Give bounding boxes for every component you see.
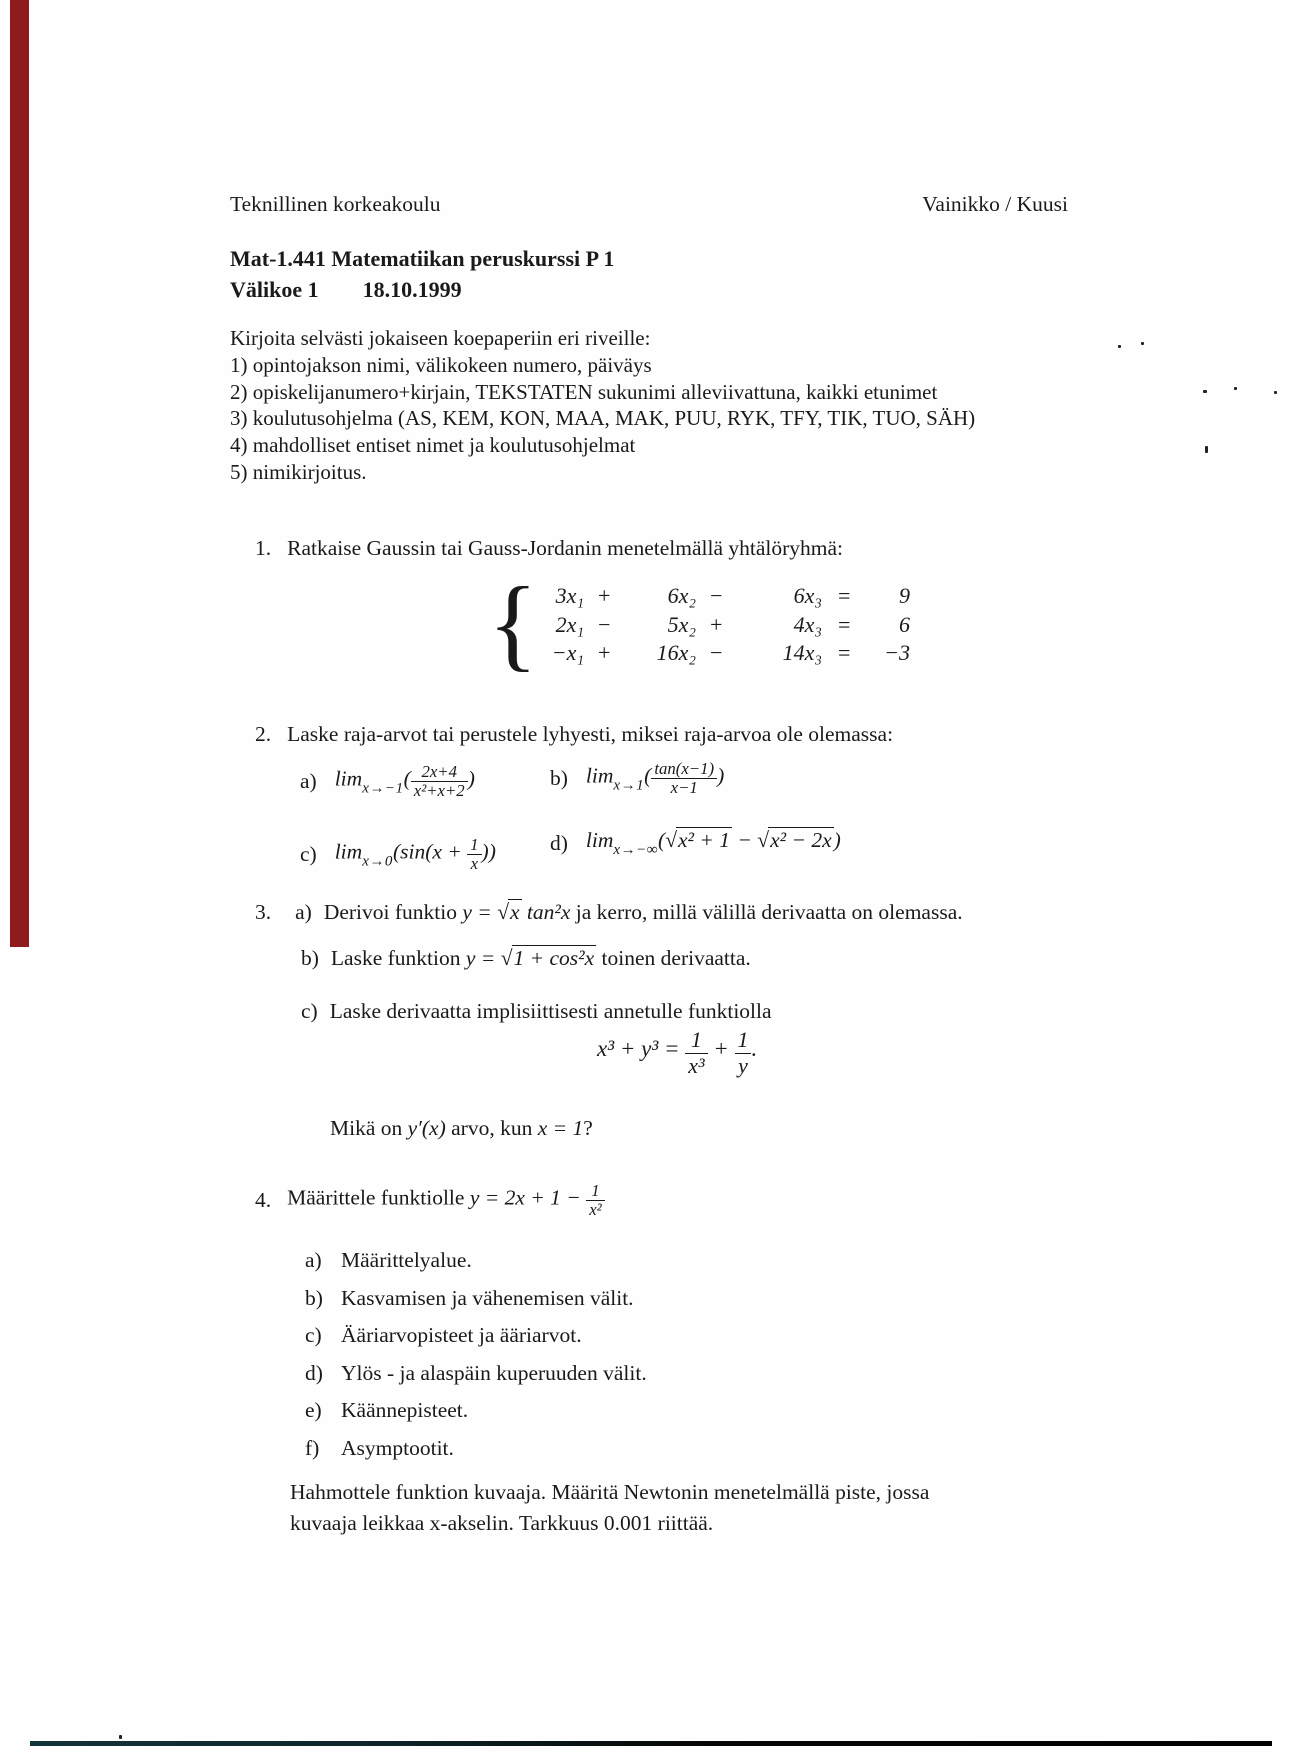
list-item: a) Määrittelyalue. [305, 1248, 472, 1272]
scan-speckle [1274, 391, 1277, 394]
limit-expression: $\lim_{x\to-\infty}(√x^2 + 1 - √x^2 - 2x)$ [585, 828, 841, 858]
problem-4-item-list [305, 1247, 647, 1472]
limit-2a [300, 763, 475, 800]
eq-term: −x₁ [551, 640, 584, 665]
instruction-item: 2) opiskelijanumero+kirjain, TEKSTATEN sukunimi alleviivattuna, kaikki etunimet [230, 379, 938, 404]
examiners-names: Vainikko / Kuusi [922, 192, 1068, 216]
scan-speckle [1203, 390, 1207, 393]
eq-term: 5x₂ [667, 611, 696, 637]
eq-op: − [708, 583, 724, 608]
problem-2-text: Laske raja-arvot tai perustele lyhyesti, miksei raja-arvoa ole olemassa: [287, 722, 894, 746]
title-block [230, 243, 614, 305]
eq-op: − [708, 640, 724, 665]
problem-3b-text: Laske funktion y = √1 + cos²x toinen derivaatta. [330, 946, 751, 970]
scan-speckle [1205, 446, 1208, 453]
instruction-item: 3) koulutusohjelma (AS, KEM, KON, MAA, MAK, PUU, RYK, TFY, TIK, TUO, SÄH) [230, 406, 976, 431]
problem-3a-text: Derivoi funktio y = √x tan²x ja kerro, millä välillä derivaatta on olemassa. [323, 900, 963, 924]
problem-2-heading [255, 722, 893, 747]
list-item: f) Asymptootit. [305, 1435, 454, 1460]
limit-expression: $\lim_{x\to 0}(\sin(x$ + $\frac{1}{x}$ )) [334, 835, 496, 874]
eq-op: + [596, 640, 612, 665]
problem-3a [255, 900, 963, 925]
problem-1-number: 1. [255, 536, 272, 560]
eq-op: + [708, 611, 724, 637]
instruction-item: 5) nimikirjoitus. [230, 459, 367, 484]
item-label: d) [550, 830, 568, 855]
problem-3b [301, 946, 751, 971]
scan-speckle [1234, 387, 1237, 390]
problem-1-text: Ratkaise Gaussin tai Gauss-Jordanin menetelmällä yhtälöryhmä: [287, 536, 843, 560]
problem-2-number: 2. [255, 722, 272, 746]
instruction-item: 4) mahdolliset entiset nimet ja koulutusohjelmat [230, 433, 636, 458]
item-label: a) [300, 769, 317, 794]
institution-name: Teknillinen korkeakoulu [230, 192, 441, 216]
limit-expression: $\lim_{x\to-1}$( $\frac{2x+4}{\text{x²+x+2}}$ ) [334, 762, 475, 801]
problem-4-number: 4. [255, 1188, 272, 1213]
exam-label: Välikoe 1 [230, 277, 319, 302]
scanner-red-stripe [10, 0, 29, 947]
item-label: b) [301, 946, 319, 970]
square-root: √x² − 2x [757, 828, 832, 852]
exam-line [230, 274, 614, 305]
instruction-item: 1) opintojakson nimi, välikokeen numero, päiväys [230, 352, 652, 377]
fraction: $\frac{1}{y}$ [735, 1028, 752, 1079]
eq-term: 3x₁ [555, 583, 584, 608]
eq-op: = [836, 611, 852, 637]
scanner-bottom-line [30, 1741, 1272, 1746]
page-header [230, 192, 1068, 217]
item-label: c) [300, 842, 317, 867]
eq-rhs: −3 [884, 640, 910, 665]
implicit-equation: x³ + y³ = $\frac{1}{\text{x³}}$ + $\frac{1}{y}$ . [597, 1028, 758, 1079]
scan-speckle [1141, 342, 1144, 345]
problem-3-question: Mikä on y′(x) arvo, kun x = 1? [330, 1116, 593, 1140]
item-label: b) [550, 766, 568, 791]
fraction: $\frac{1}{\text{x³}}$ [685, 1028, 707, 1079]
list-item: d) Ylös - ja alaspäin kuperuuden välit. [305, 1360, 647, 1385]
equation-grid [522, 582, 918, 668]
list-item: e) Käännepisteet. [305, 1398, 469, 1422]
problem-1-heading [255, 536, 843, 561]
eq-rhs: 6 [899, 611, 910, 637]
item-label: a) [295, 900, 312, 924]
closing-paragraph: Hahmottele funktion kuvaaja. Määritä Newtonin menetelmällä piste, jossa kuvaaja leikkaa x-akselin. Tarkkuus 0.001 riittää. [290, 1480, 930, 1535]
eq-op: + [596, 583, 612, 608]
scan-speckle [119, 1735, 122, 1739]
problem-4-heading [255, 1182, 605, 1219]
equation-system [488, 566, 918, 681]
list-item: b) Kasvamisen ja vähenemisen välit. [305, 1285, 634, 1310]
square-root: √1 + cos²x [500, 946, 595, 970]
eq-term: 14x₃ [782, 640, 822, 665]
eq-term: 16x₂ [656, 640, 696, 665]
problem-3c [301, 999, 772, 1024]
eq-op: = [836, 583, 852, 608]
fraction: $\frac{1}{x}$ [467, 836, 481, 873]
limit-2b [550, 760, 724, 797]
item-label: c) [301, 999, 318, 1023]
list-item: c) Ääriarvopisteet ja ääriarvot. [305, 1323, 582, 1347]
eq-term: 6x₂ [667, 583, 696, 608]
limit-expression: $\lim_{x\to 1}$( $\frac{\tan(x-1)}{x-1}$ ) [585, 759, 725, 798]
fraction: $\frac{2x+4}{\text{x²+x+2}}$ [411, 763, 468, 800]
eq-rhs: 9 [899, 583, 910, 608]
eq-op: − [596, 611, 612, 637]
exam-date: 18.10.1999 [362, 277, 462, 302]
limit-2c [300, 836, 496, 873]
eq-op: = [836, 640, 852, 665]
problem-3c-text: Laske derivaatta implisiittisesti annetulle funktiolla [329, 999, 772, 1023]
instructions-block [230, 325, 975, 486]
scan-speckle [1118, 345, 1121, 348]
problem-4-text: Määrittele funktiolle y = 2x + 1 − $\frac{1}{\text{x²}}$ [287, 1182, 605, 1219]
limit-2d [550, 828, 841, 859]
square-root: √x [497, 900, 520, 924]
course-title: Mat-1.441 Matematiikan peruskurssi P 1 [230, 246, 615, 271]
square-root: √x² + 1 [665, 828, 730, 852]
eq-term: 4x₃ [793, 611, 822, 637]
eq-term: 2x₁ [555, 611, 584, 637]
instructions-intro: Kirjoita selvästi jokaiseen koepaperiin eri riveille: [230, 326, 651, 350]
fraction: $\frac{1}{\text{x²}}$ [586, 1182, 604, 1219]
eq-term: 6x₃ [793, 583, 822, 608]
system-brace: { [488, 566, 538, 681]
problem-3-number: 3. [255, 900, 272, 924]
fraction: $\frac{\tan(x-1)}{x-1}$ [651, 760, 717, 797]
